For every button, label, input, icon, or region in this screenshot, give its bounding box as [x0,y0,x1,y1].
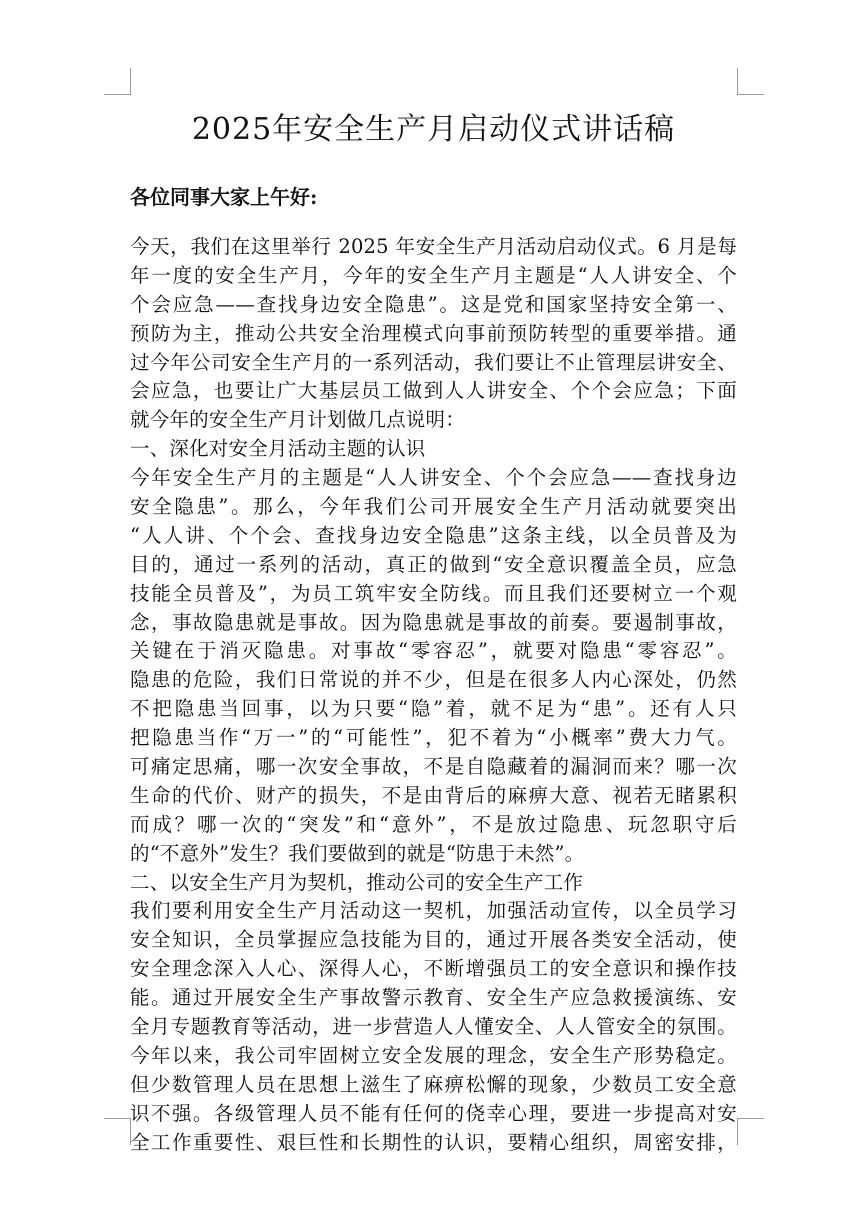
body-line: 我们要利用安全生产月活动这一契机，加强活动宣传，以全员学习 [130,899,737,923]
document-title: 2025年安全生产月启动仪式讲话稿 [191,112,676,147]
body-line: 而成？哪一次的“突发”和“意外”，不是放过隐患、玩忽职守后 [130,812,737,836]
body-line: 预防为主，推动公共安全治理模式向事前预防转型的重要举措。通 [130,321,737,345]
body-line: 不把隐患当回事，以为只要“隐”着，就不足为“患”。还有人只 [130,697,737,721]
body-line: “人人讲、个个会、查找身边安全隐患”这条主线，以全员普及为 [130,523,737,547]
section-heading-2: 二、以安全生产月为契机，推动公司的安全生产工作 [130,870,584,894]
body-line: 目的，通过一系列的活动，真正的做到“安全意识覆盖全员，应急 [130,552,737,576]
crop-mark-bottom-right [737,1118,764,1145]
greeting: 各位同事大家上午好: [130,185,318,209]
body-line: 全月专题教育等活动，进一步营造人人懂安全、人人管安全的氛围。 [130,1015,737,1039]
body-line: 识不强。各级管理人员不能有任何的侥幸心理，要进一步提高对安 [130,1101,737,1125]
body-line: 今天，我们在这里举行 2025 年安全生产月活动启动仪式。6 月是每 [130,235,737,258]
body-line: 个会应急——查找身边安全隐患”。这是党和国家坚持安全第一、 [130,292,737,316]
crop-mark-top-right [737,68,764,95]
body-line: 安全知识，全员掌握应急技能为目的，通过开展各类安全活动，使 [130,928,737,952]
body-line: 但少数管理人员在思想上滋生了麻痹松懈的现象，少数员工安全意 [130,1072,737,1096]
document-body [130,233,737,1158]
body-line: 的“不意外”发生？我们要做到的就是“防患于未然”。 [130,841,585,865]
body-line: 今年安全生产月的主题是“人人讲安全、个个会应急——查找身边 [130,466,737,490]
body-line: 关键在于消灭隐患。对事故“零容忍”，就要对隐患“零容忍”。 [130,639,737,663]
body-line: 生命的代价、财产的损失，不是由背后的麻痹大意、视若无睹累积 [130,783,737,807]
body-line: 就今年的安全生产月计划做几点说明： [130,408,465,432]
body-line: 安全隐患”。那么，今年我们公司开展安全生产月活动就要突出 [130,495,737,519]
body-line: 过今年公司安全生产月的一系列活动，我们要让不止管理层讲安全、 [130,350,737,374]
body-line: 把隐患当作“万一”的“可能性”，犯不着为“小概率”费大力气。 [130,726,737,750]
body-line: 能。通过开展安全生产事故警示教育、安全生产应急救援演练、安 [130,986,737,1010]
section-heading-1: 一、深化对安全月活动主题的认识 [130,437,426,461]
crop-mark-bottom-left [104,1118,131,1145]
body-line: 隐患的危险，我们日常说的并不少，但是在很多人内心深处，仍然 [130,668,737,692]
body-line: 安全理念深入人心、深得人心，不断增强员工的安全意识和操作技 [130,957,737,981]
body-line: 可痛定思痛，哪一次安全事故，不是自隐藏着的漏洞而来？哪一次 [130,755,737,779]
body-line: 年一度的安全生产月，今年的安全生产月主题是“人人讲安全、个 [130,263,737,287]
body-line: 技能全员普及”，为员工筑牢安全防线。而且我们还要树立一个观 [130,581,737,605]
body-line: 今年以来，我公司牢固树立安全发展的理念，安全生产形势稳定。 [130,1043,737,1067]
body-line: 全工作重要性、艰巨性和长期性的认识，要精心组织，周密安排， [130,1130,737,1154]
crop-mark-top-left [104,68,131,95]
body-line: 念，事故隐患就是事故。因为隐患就是事故的前奏。要遏制事故， [130,610,737,634]
body-line: 会应急，也要让广大基层员工做到人人讲安全、个个会应急；下面 [130,379,737,403]
